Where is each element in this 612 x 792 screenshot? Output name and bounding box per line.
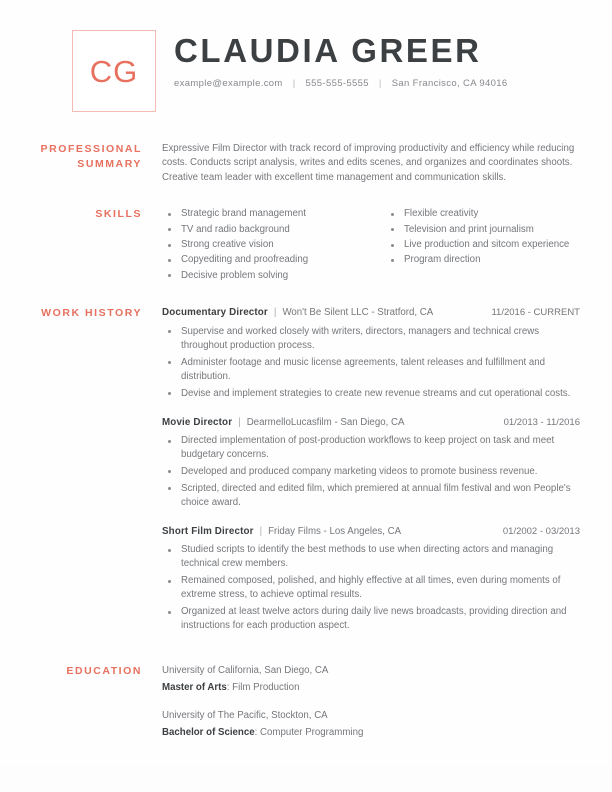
section-label-line-1: PROFESSIONAL [40,143,142,155]
skills-list-left [162,207,371,283]
work-entry [162,416,580,510]
skills-column-right [371,207,580,284]
section-professional-summary [0,142,612,185]
job-bullets [162,325,580,401]
job-company: Friday Films - Los Angeles, CA [268,525,402,537]
skills-columns [162,207,580,284]
list-item: Live production and sitcom experience [385,238,580,252]
list-item: Remained composed, polished, and highly effective at all times, even during moments of extreme stress, to achieve optimal results. [162,574,580,602]
education-school: University of The Pacific, Stockton, CA [162,710,328,722]
job-separator: | [238,416,241,428]
section-education [0,664,612,740]
job-dates: 01/2002 - 03/2013 [502,525,580,537]
education-entry [162,709,580,740]
monogram-box [72,30,156,112]
work-entry [162,525,580,633]
contact-separator-2: | [378,77,382,89]
list-item: Television and print journalism [385,223,580,237]
contact-email: example@example.com [174,77,283,89]
skills-column-left [162,207,371,284]
work-entry-header [162,416,580,430]
contact-location: San Francisco, CA 94016 [391,77,508,89]
education-degree-line [162,726,580,741]
work-entry [162,306,580,400]
list-item: Directed implementation of post-production workflows to keep project on task and meet budgetary concerns. [162,434,580,462]
job-bullets [162,434,580,510]
section-body-skills [152,207,580,284]
summary-paragraph: Expressive Film Director with track record of improving productivity and efficiency while reducing costs. Conducts script analysis, writes and edits scenes, and organizes and coordinates shoots. Creative team leader with excellent time management and communication skills. [162,143,575,183]
monogram-initials: CG [89,53,139,89]
education-field: : Film Production [226,681,300,693]
job-bullets [162,543,580,633]
job-title: Short Film Director [162,525,254,537]
job-company: Won't Be Silent LLC - Stratford, CA [282,307,434,319]
list-item: Strategic brand management [162,207,371,221]
section-label-professional-summary [24,142,152,185]
list-item: Copyediting and proofreading [162,253,371,267]
education-degree: Bachelor of Science [162,726,255,738]
section-body-professional-summary [152,142,580,185]
list-item: TV and radio background [162,223,371,237]
list-item: Program direction [385,253,580,267]
section-work-history [0,306,612,636]
section-label-skills: SKILLS [95,208,142,221]
section-label-work-history: WORK HISTORY [41,307,142,320]
job-separator: | [259,525,263,537]
list-item: Scripted, directed and edited film, which premiered at annual film festival and won People's choice award. [162,482,580,510]
education-field: : Computer Programming [254,726,364,738]
work-entry-header [162,306,580,320]
section-body-education [152,664,580,740]
skills-list-right [385,207,580,267]
section-label-education: EDUCATION [66,665,142,678]
candidate-name: CLAUDIA GREER [174,32,482,69]
list-item: Flexible creativity [385,207,580,221]
contact-line [174,78,580,89]
job-title: Documentary Director [162,307,268,319]
education-school: University of California, San Diego, CA [162,665,329,677]
job-separator: | [273,307,277,319]
job-dates: 01/2013 - 11/2016 [503,416,580,428]
list-item: Supervise and worked closely with writers, directors, managers and technical crews throughout production process. [162,325,580,353]
section-label-line-2: SUMMARY [77,157,142,170]
section-body-work-history [152,306,580,636]
contact-separator-1: | [292,77,296,89]
contact-phone: 555-555-5555 [305,77,369,89]
list-item: Developed and produced company marketing videos to promote business revenue. [162,465,580,479]
education-degree-line [162,681,580,696]
list-item: Decisive problem solving [162,269,371,283]
job-company: DearmelloLucasfilm - San Diego, CA [246,416,405,428]
list-item: Organized at least twelve actors during daily live news broadcasts, providing direction and instructions for each production aspect. [162,605,580,633]
job-title: Movie Director [162,416,233,428]
work-entry-header [162,525,580,539]
education-degree: Master of Arts [162,681,227,693]
list-item: Administer footage and music license agreements, talent releases and fulfillment and distribution. [162,356,580,384]
resume-header [0,0,612,112]
list-item: Devise and implement strategies to create new revenue streams and cut operational costs. [162,387,580,401]
list-item: Strong creative vision [162,238,371,252]
list-item: Studied scripts to identify the best methods to use when directing actors and managing technical crew members. [162,543,580,571]
header-text-block [156,30,580,89]
section-skills [0,207,612,284]
education-entry [162,664,580,695]
job-dates: 11/2016 - CURRENT [491,307,580,319]
